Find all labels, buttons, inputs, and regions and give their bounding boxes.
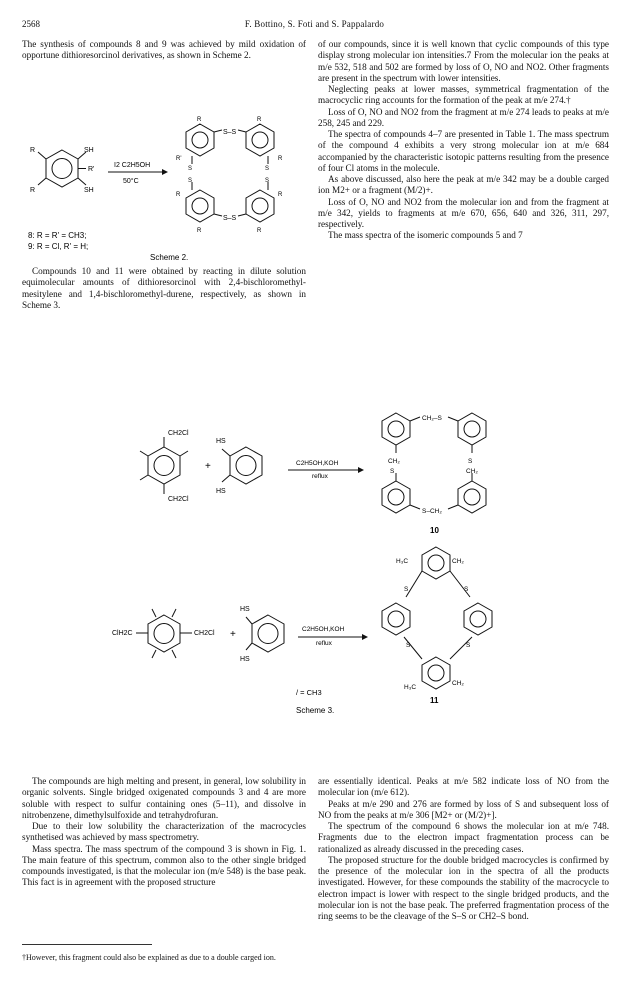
- reagent-top: C2H5OH,KOH: [296, 460, 339, 467]
- svg-text:SH: SH: [84, 147, 94, 154]
- svg-text:+: +: [205, 461, 211, 472]
- hs-label: HS: [240, 656, 250, 663]
- svg-text:S: S: [188, 178, 193, 184]
- disulfide-macrocycle-structure: [186, 124, 274, 222]
- paragraph: are essentially identical. Peaks at m/e 582 indicate loss of NO from the molecular ion (m/e 612).: [318, 776, 609, 798]
- paragraph: The compounds are high melting and present, in general, low solubility in organic solvents. Single bridged oxigenated compounds 3 and 4 are more soluble with respect to sulfur containing ones (5–11), and dissolve in nitrobenzene, dimethylsulfoxide and tetrahydrofuran.: [22, 776, 306, 820]
- paragraph: Loss of O, NO and NO2 from the molecular ion and from the fragment at m/e 342, yields to fragments at m/e 670, 656, 640 and 326, 311, 297, respectively.: [318, 196, 609, 229]
- svg-text:R: R: [278, 192, 283, 198]
- right-column-top: [318, 39, 609, 242]
- paragraph: The proposed structure for the double bridged macrocycles is confirmed by the presence of the molecular ion in the spectra of all the products investigated. However, for these compounds the stability of the macrocycle to electron impact is lower with respect to the single bridged products, and the molecular ion is not the base peak. The preferred fragmentation process of the ring seems to be the cleavage of the S–S or CH2–S bond.: [318, 854, 609, 921]
- svg-text:R: R: [30, 147, 36, 154]
- svg-text:H₃C: H₃C: [404, 684, 417, 691]
- ch2cl-label: CH2Cl: [194, 630, 215, 637]
- scheme2-reagent: I2 C2H5OH: [114, 162, 151, 169]
- hs-label: HS: [216, 488, 226, 495]
- svg-text:R: R: [197, 228, 202, 234]
- dithioresorcinol-structure: [246, 615, 284, 652]
- scheme-2-figure: [22, 112, 306, 262]
- dithiol-benzene-structure: [38, 150, 86, 187]
- paragraph: Neglecting peaks at lower masses, symmetrical fragmentation of the macrocyclic ring accounts for the formation of the peak at m/e 274.†: [318, 84, 609, 106]
- svg-text:R: R: [176, 192, 181, 198]
- paragraph: Loss of O, NO and NO2 from the fragment at m/e 274 leads to peaks at m/e 258, 245 and 229.: [318, 106, 609, 128]
- reflux-bottom: reflux: [316, 640, 332, 647]
- hs-label: HS: [216, 438, 226, 445]
- svg-text:S: S: [188, 166, 193, 172]
- svg-text:S: S: [468, 458, 473, 465]
- bischloromethyl-durene-structure: [136, 609, 192, 658]
- paragraph: Compounds 10 and 11 were obtained by reacting in dilute solution equimolecular amounts of dithioresorcinol with 2,4-bischloromethyl-mesitylene and 1,4-bischloromethyl-durene, respectively, as shown in Scheme 3.: [22, 266, 306, 310]
- svg-text:CH₂: CH₂: [388, 458, 400, 465]
- left-column-middle: [22, 266, 306, 311]
- svg-text:R': R': [176, 156, 182, 162]
- scheme-3-caption: Scheme 3.: [296, 706, 335, 715]
- right-column-bottom: [318, 776, 609, 922]
- bischloromethyl-mesitylene-structure: [140, 437, 188, 494]
- ch2cl-label: CH2Cl: [168, 496, 189, 503]
- hs-label: HS: [240, 606, 250, 613]
- clh2c-label: ClH2C: [112, 630, 133, 637]
- svg-text:R: R: [278, 156, 283, 162]
- macrocycle-11-structure: [382, 547, 492, 689]
- svg-text:S: S: [390, 468, 395, 475]
- paragraph: The spectra of compounds 4–7 are presented in Table 1. The mass spectrum of the compound 4 exhibits a very strong molecular ion at m/e 684 accompanied by the characteristic isotopic patterns resulting from the presence of four Cl atoms in the molecule.: [318, 129, 609, 173]
- svg-text:SH: SH: [84, 187, 94, 194]
- svg-text:R: R: [257, 117, 262, 123]
- svg-text:CH₂: CH₂: [466, 468, 478, 475]
- svg-text:S–S: S–S: [223, 129, 237, 136]
- svg-text:H₃C: H₃C: [396, 558, 409, 565]
- scheme2-temperature: 50°C: [123, 178, 139, 185]
- svg-text:CH₂: CH₂: [452, 558, 464, 565]
- paragraph: Mass spectra. The mass spectrum of the compound 3 is shown in Fig. 1. The main feature of this spectrum, common also to the other single bridged compounds investigated, is that the molecular ion (m/e 548) is the base peak. This fact is in agreement with the proposed structure: [22, 843, 306, 888]
- svg-text:S: S: [265, 178, 270, 184]
- paragraph: Due to their low solubility the characterization of the macrocycles synthetised was achieved by mass spectrometry.: [22, 821, 306, 843]
- compound-9-legend: 9: R = Cl, R' = H;: [28, 242, 89, 251]
- running-header: [22, 19, 607, 33]
- svg-text:R: R: [197, 117, 202, 123]
- compound-8-legend: 8: R = R' = CH3;: [28, 231, 87, 240]
- svg-text:R: R: [257, 228, 262, 234]
- running-authors: F. Bottino, S. Foti and S. Pappalardo: [244, 19, 385, 29]
- left-column-bottom: [22, 776, 306, 889]
- scheme-3-figure: [100, 405, 520, 717]
- svg-text:S: S: [466, 642, 471, 649]
- left-column-top: [22, 39, 306, 62]
- paragraph: The mass spectra of the isomeric compounds 5 and 7: [328, 230, 523, 241]
- reagent-bottom: C2H5OH,KOH: [302, 626, 345, 633]
- compound-11-label: 11: [430, 696, 439, 705]
- svg-text:S–S: S–S: [223, 215, 237, 222]
- svg-text:CH₂–S: CH₂–S: [422, 415, 442, 422]
- footnote: †However, this fragment could also be explained as due to a double carged ion.: [22, 953, 276, 962]
- paragraph: of our compounds, since it is well known that cyclic compounds of this type display strong molecular ion intensities.7 From the molecular ion the peaks at m/e 532, 518 and 502 are formed by loss of O, NO and NO2. Other fragments are present in the spectrum with lower intensities.: [318, 39, 609, 83]
- paragraph: The spectrum of the compound 6 shows the molecular ion at m/e 748. Fragments due to the electron impact fragmentation process can be rationalized as already discussed in the preceding cases.: [318, 821, 609, 854]
- footnote-divider: [22, 944, 152, 945]
- ch2cl-label: CH2Cl: [168, 430, 189, 437]
- svg-text:CH₂: CH₂: [452, 680, 464, 687]
- svg-text:R: R: [30, 187, 36, 194]
- svg-text:S: S: [404, 586, 409, 593]
- paragraph: The synthesis of compounds 8 and 9 was achieved by mild oxidation of opportune dithioresorcinol derivatives, as shown in Scheme 2.: [22, 39, 306, 61]
- svg-text:S: S: [464, 586, 469, 593]
- svg-text:S–CH₂: S–CH₂: [422, 508, 442, 515]
- reflux-top: reflux: [312, 473, 328, 480]
- methyl-note: / = CH3: [296, 688, 322, 697]
- svg-text:S: S: [265, 166, 270, 172]
- scheme-2-caption: Scheme 2.: [150, 253, 189, 262]
- paragraph: Peaks at m/e 290 and 276 are formed by loss of S and subsequent loss of NO from the peaks at m/e 306 [M2+ or (M/2)+].: [318, 798, 609, 820]
- compound-10-label: 10: [430, 526, 439, 535]
- svg-text:R': R': [88, 166, 95, 173]
- page-number: 2568: [22, 19, 40, 29]
- paragraph: As above discussed, also here the peak at m/e 342 may be a double carged ion M2+ or a fragment (M/2)+.: [318, 174, 609, 196]
- svg-text:+: +: [230, 629, 236, 640]
- dithioresorcinol-structure: [222, 447, 262, 484]
- svg-text:S: S: [406, 642, 411, 649]
